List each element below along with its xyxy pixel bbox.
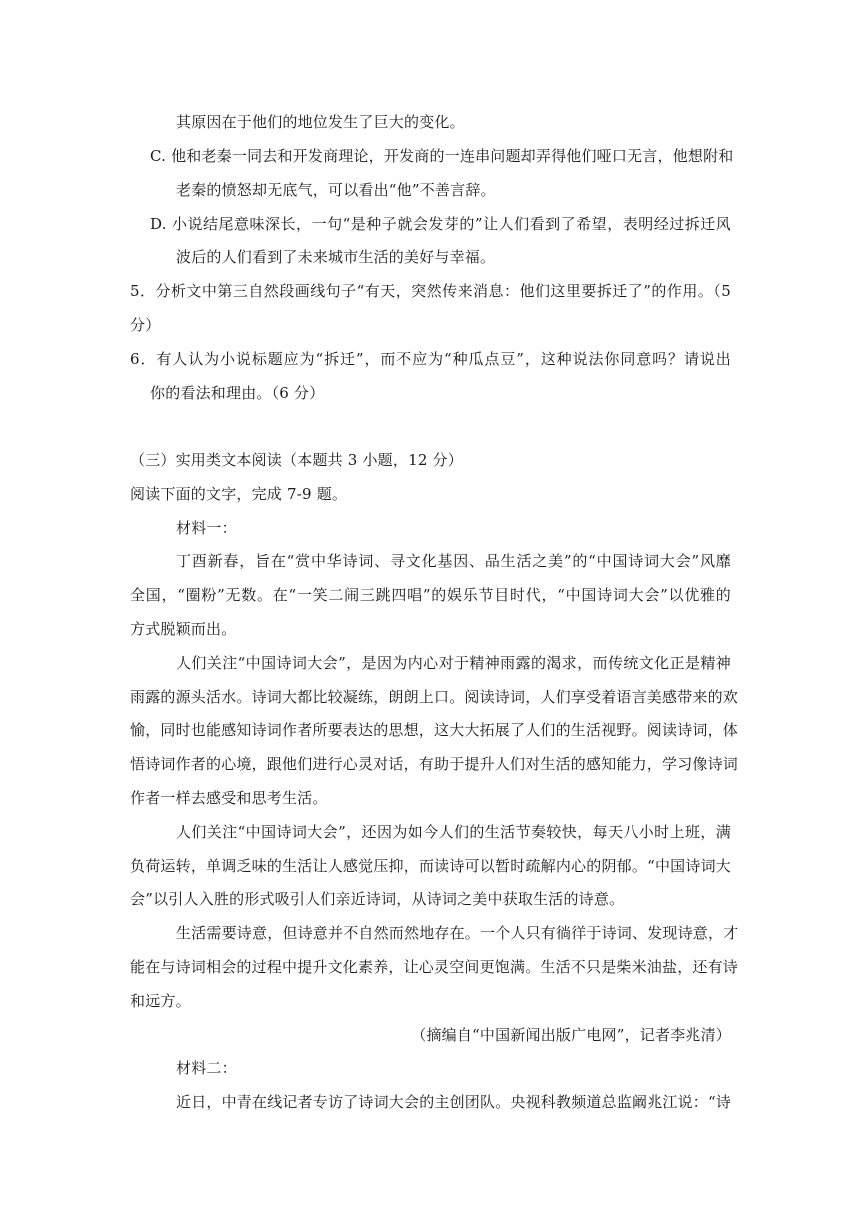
paragraph-1-line2: 全国，“圈粉”无数。在“一笑二闹三跳四唱”的娱乐节目时代，“中国诗词大会”以优雅的 bbox=[130, 586, 731, 604]
question-6-line2: 你的看法和理由。（6 分） bbox=[150, 384, 325, 402]
paragraph-2-line5: 作者一样去感受和思考生活。 bbox=[130, 789, 328, 807]
section-heading: （三）实用类文本阅读（本题共 3 小题，12 分） bbox=[130, 451, 463, 469]
paragraph-1-line1: 丁酉新春，旨在“赏中华诗词、寻文化基因、品生活之美”的“中国诗词大会”风靡 bbox=[176, 552, 731, 570]
option-c-line2: 老秦的愤怒却无底气，可以看出“他”不善言辞。 bbox=[176, 181, 496, 199]
option-b-continuation: 其原因在于他们的地位发生了巨大的变化。 bbox=[176, 113, 465, 131]
material-1-title: 材料一： bbox=[176, 519, 237, 537]
paragraph-1-line3: 方式脱颖而出。 bbox=[130, 620, 237, 638]
paragraph-3-line1: 人们关注“中国诗词大会”，还因为如今人们的生活节奏较快，每天八小时上班，满 bbox=[176, 823, 731, 841]
material-2-title: 材料二： bbox=[176, 1059, 237, 1077]
question-5-line2: 分） bbox=[130, 316, 161, 334]
option-c-line1: C. 他和老秦一同去和开发商理论，开发商的一连串问题却弄得他们哑口无言，他想附和 bbox=[150, 147, 734, 165]
paragraph-2-line4: 悟诗词作者的心境，跟他们进行心灵对话，有助于提升人们对生活的感知能力，学习像诗词 bbox=[130, 755, 739, 773]
paragraph-2-line3: 愉，同时也能感知诗词作者所要表达的思想，这大大拓展了人们的生活视野。阅读诗词，体 bbox=[130, 721, 739, 739]
paragraph-4-line1: 生活需要诗意，但诗意并不自然而然地存在。一个人只有徜徉于诗词、发现诗意，才 bbox=[176, 924, 739, 942]
question-6-line1: 6．有人认为小说标题应为“拆迁”，而不应为“种瓜点豆”，这种说法你同意吗？请说出 bbox=[130, 350, 731, 368]
paragraph-3-line2: 负荷运转，单调乏味的生活让人感觉压抑，而读诗可以暂时疏解内心的阴郁。“中国诗词大 bbox=[130, 857, 731, 875]
paragraph-2-line2: 雨露的源头活水。诗词大都比较凝练，朗朗上口。阅读诗词，人们享受着语言美感带来的欢 bbox=[130, 688, 739, 706]
option-d-line2: 波后的人们看到了未来城市生活的美好与幸福。 bbox=[176, 248, 496, 266]
question-5-line1: 5．分析文中第三自然段画线句子“有天，突然传来消息：他们这里要拆迁了”的作用。（5 bbox=[130, 282, 731, 300]
paragraph-5-line1: 近日，中青在线记者专访了诗词大会的主创团队。央视科教频道总监阚兆江说：“诗 bbox=[176, 1093, 732, 1111]
source-attribution: （摘编自“中国新闻出版广电网”，记者李兆清） bbox=[411, 1026, 731, 1044]
option-d-line1: D. 小说结尾意味深长，一句“是种子就会发芽的”让人们看到了希望，表明经过拆迁风 bbox=[150, 215, 731, 233]
paragraph-3-line3: 会”以引人入胜的形式吸引人们亲近诗词，从诗词之美中获取生活的诗意。 bbox=[130, 890, 625, 908]
paragraph-2-line1: 人们关注“中国诗词大会”，是因为内心对于精神雨露的渴求，而传统文化正是精神 bbox=[176, 654, 731, 672]
paragraph-4-line3: 和远方。 bbox=[130, 992, 191, 1010]
paragraph-4-line2: 能在与诗词相会的过程中提升文化素养，让心灵空间更饱满。生活不只是柴米油盐，还有诗 bbox=[130, 958, 739, 976]
section-instruction: 阅读下面的文字，完成 7-9 题。 bbox=[130, 485, 348, 503]
